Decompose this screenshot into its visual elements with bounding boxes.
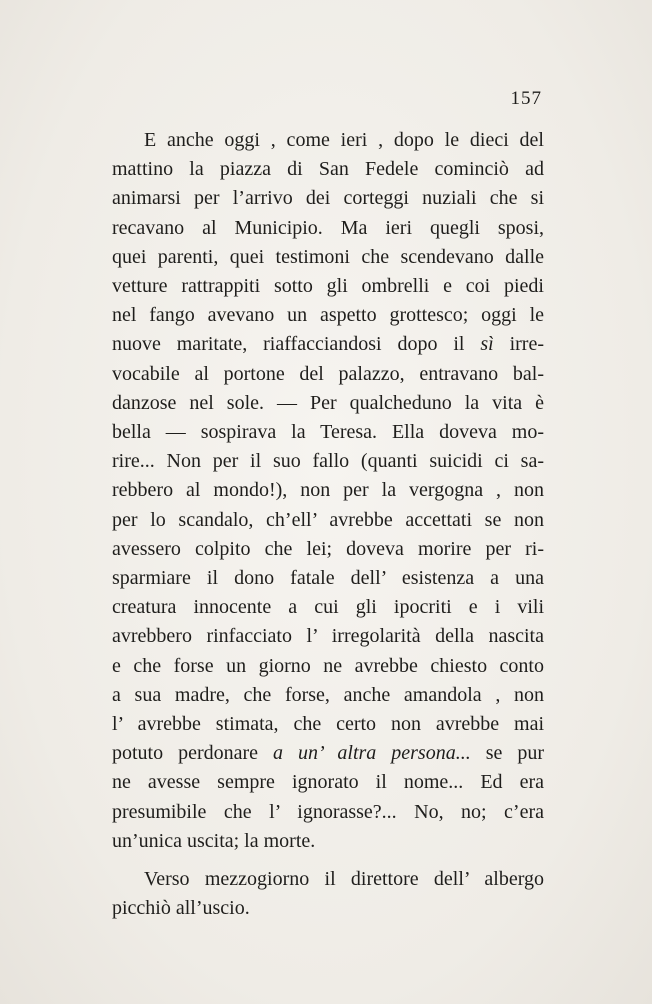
text-line: rire... Non per il suo fallo (quanti suicidi ci sa- <box>112 450 544 473</box>
text-line: nel fango avevano un aspetto grottesco; oggi le <box>112 304 544 327</box>
text-line: E anche oggi , come ieri , dopo le dieci del <box>144 129 544 151</box>
text-line: l’ avrebbe stimata, che certo non avrebbe mai <box>112 713 544 736</box>
text-segment: irre- <box>493 333 544 356</box>
text-line: creatura innocente a cui gli ipocriti e i vili <box>112 596 544 619</box>
text-line: picchiò all’uscio. <box>112 897 250 920</box>
text-line: bella — sospirava la Teresa. Ella doveva mo- <box>112 421 544 444</box>
paragraph-2 <box>112 865 544 923</box>
text-segment: se pur <box>470 742 544 765</box>
text-line: quei parenti, quei testimoni che scendevano dalle <box>112 245 544 268</box>
text-line: recavano al Municipio. Ma ieri quegli sposi, <box>112 216 544 239</box>
text-line <box>112 739 544 768</box>
text-line: rebbero al mondo!), non per la vergogna , non <box>112 479 544 502</box>
paragraph-1 <box>112 126 544 856</box>
text-line: vocabile al portone del palazzo, entravano bal- <box>112 362 544 385</box>
text-line <box>112 330 544 359</box>
text-line: e che forse un giorno ne avrebbe chiesto conto <box>112 654 544 677</box>
text-line: Verso mezzogiorno il direttore dell’ albergo <box>144 868 544 891</box>
page-number: 157 <box>510 88 542 109</box>
body-text <box>112 126 544 923</box>
paragraph-gap <box>112 856 544 865</box>
text-line: danzose nel sole. — Per qualcheduno la vita è <box>112 391 544 414</box>
text-line: animarsi per l’arrivo dei corteggi nuziali che si <box>112 187 544 210</box>
text-line: ne avesse sempre ignorato il nome... Ed era <box>112 771 544 794</box>
text-line: mattino la piazza di San Fedele cominciò ad <box>112 158 544 181</box>
text-segment: nuove maritate, riaffacciandosi dopo il <box>112 333 481 356</box>
text-line: sparmiare il dono fatale dell’ esistenza a una <box>112 567 544 590</box>
italic-phrase: a un’ altra persona... <box>273 742 471 765</box>
text-segment: potuto perdonare <box>112 742 274 765</box>
italic-word: sì <box>480 333 494 356</box>
text-line: a sua madre, che forse, anche amandola , non <box>112 683 544 706</box>
text-line: vetture rattrappiti sotto gli ombrelli e coi piedi <box>112 275 544 298</box>
text-line: avessero colpito che lei; doveva morire per ri- <box>112 537 544 560</box>
text-line: presumibile che l’ ignorasse?... No, no; c’era <box>112 800 544 823</box>
text-line: per lo scandalo, ch’ell’ avrebbe accettati se non <box>112 508 544 531</box>
text-line: avrebbero rinfacciato l’ irregolarità della nascita <box>112 625 544 648</box>
text-line: un’unica uscita; la morte. <box>112 829 316 852</box>
